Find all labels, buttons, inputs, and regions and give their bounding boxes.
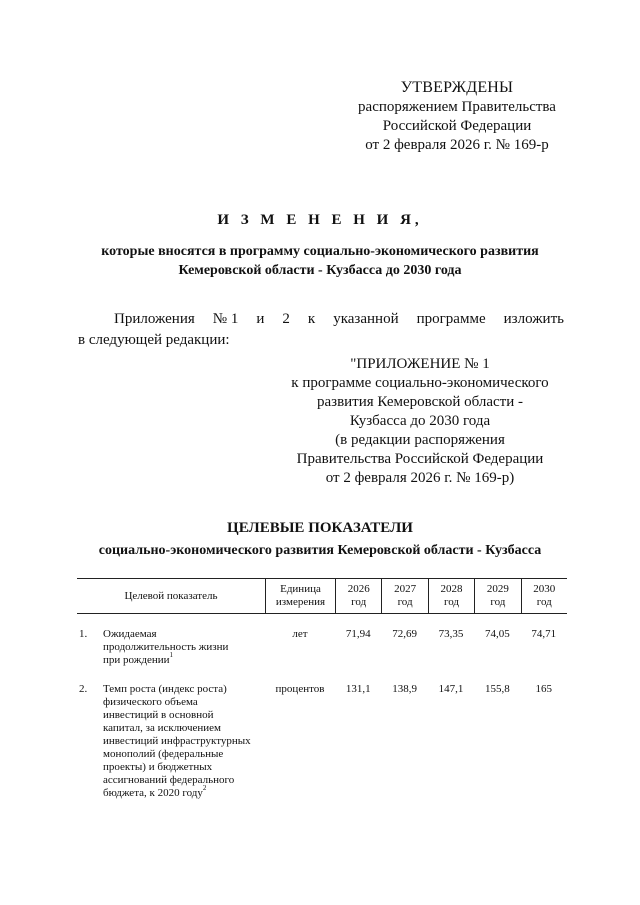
row-value: 155,8: [484, 683, 510, 695]
approval-block: [352, 78, 562, 155]
row-value: 147,1: [438, 683, 464, 695]
table-header: [77, 578, 567, 614]
indicator-line: физического объема: [103, 696, 198, 708]
row-unit: процентов: [275, 683, 325, 695]
changes-subtitle: [40, 242, 600, 280]
changes-subtitle-line: Кемеровской области - Кузбасса до 2030 года: [178, 263, 462, 278]
header-year-number: 2027: [394, 583, 417, 595]
header-year-label: год: [397, 596, 413, 608]
annex-line: Кузбасса до 2030 года: [349, 413, 491, 429]
changes-title: И З М Е Н Е Н И Я,: [217, 212, 423, 228]
instruction-word: № 1: [212, 311, 239, 327]
indicator-line: бюджета, к 2020 году: [103, 787, 203, 799]
instruction-word: к: [307, 311, 316, 327]
header-unit-line: Единица: [280, 583, 321, 595]
instruction-word: указанной: [333, 311, 399, 327]
header-year: [335, 579, 381, 613]
row-number: 2.: [79, 683, 88, 695]
header-year: [428, 579, 474, 613]
header-indicator: Целевой показатель: [124, 589, 218, 602]
footnote-mark: 2: [202, 784, 207, 793]
table-row: [77, 683, 567, 800]
approval-line: Российской Федерации: [382, 118, 532, 134]
approval-line: распоряжением Правительства: [358, 99, 556, 115]
indicator-line: инвестиций инфраструктурных: [103, 735, 251, 747]
instruction-word: и: [256, 311, 265, 327]
header-unit-line: измерения: [275, 596, 326, 608]
annex-line: к программе социально-экономического: [291, 375, 549, 391]
footnote-mark: 1: [169, 651, 173, 660]
row-indicator: [97, 683, 265, 800]
row-value: 74,71: [531, 628, 557, 640]
instruction-word: 2: [282, 311, 290, 327]
header-year-number: 2028: [440, 583, 463, 595]
header-year-label: год: [536, 596, 552, 608]
indicator-line: Ожидаемая: [103, 628, 157, 640]
header-year-label: год: [490, 596, 506, 608]
header-year-label: год: [443, 596, 459, 608]
indicator-line: при рождении: [103, 654, 170, 666]
header-year: [521, 579, 567, 613]
header-year-number: 2030: [533, 583, 556, 595]
annex-line: от 2 февраля 2026 г. № 169-р): [325, 470, 515, 486]
header-year: [381, 579, 427, 613]
annex-line: Правительства Российской Федерации: [296, 451, 544, 467]
annex-line: развития Кемеровской области -: [316, 394, 523, 410]
instruction-word: изложить: [503, 311, 564, 327]
targets-subtitle: социально-экономического развития Кемеровской области - Кузбасса: [98, 543, 542, 558]
row-unit: лет: [292, 628, 308, 640]
row-value: 165: [535, 683, 552, 695]
changes-subtitle-line: которые вносятся в программу социально-экономического развития: [101, 244, 539, 259]
row-value: 72,69: [392, 628, 417, 640]
row-indicator: [97, 628, 265, 667]
header-year-number: 2029: [486, 583, 509, 595]
indicator-line: капитал, за исключением: [103, 722, 222, 734]
approval-title: УТВЕРЖДЕНЫ: [400, 79, 514, 96]
row-value: 73,35: [438, 628, 464, 640]
header-year-number: 2026: [347, 583, 370, 595]
row-value: 131,1: [345, 683, 371, 695]
row-value: 138,9: [392, 683, 417, 695]
table-row: [77, 628, 567, 667]
row-value: 71,94: [345, 628, 371, 640]
targets-title: ЦЕЛЕВЫЕ ПОКАЗАТЕЛИ: [227, 520, 413, 536]
annex-line: "ПРИЛОЖЕНИЕ № 1: [350, 356, 490, 372]
indicator-line: монополий (федеральные: [103, 748, 224, 760]
annex-block: [270, 355, 570, 488]
instruction-paragraph: [78, 310, 564, 350]
instruction-word: программе: [416, 311, 486, 327]
approval-line: от 2 февраля 2026 г. № 169-р: [365, 137, 549, 153]
targets-table: [77, 578, 567, 800]
indicator-line: инвестиций в основной: [103, 709, 214, 721]
instruction-word: Приложения: [114, 311, 195, 327]
indicator-line: Темп роста (индекс роста): [103, 683, 227, 695]
row-value: 74,05: [484, 628, 510, 640]
indicator-line: проекты) и бюджетных: [103, 761, 213, 773]
header-unit: [265, 579, 335, 613]
indicator-line: продолжительность жизни: [103, 641, 229, 653]
instruction-line: в следующей редакции:: [78, 332, 230, 348]
indicator-line: ассигнований федерального: [103, 774, 235, 786]
header-year: [474, 579, 520, 613]
annex-line: (в редакции распоряжения: [335, 432, 505, 448]
header-year-label: год: [351, 596, 367, 608]
row-number: 1.: [79, 628, 88, 640]
